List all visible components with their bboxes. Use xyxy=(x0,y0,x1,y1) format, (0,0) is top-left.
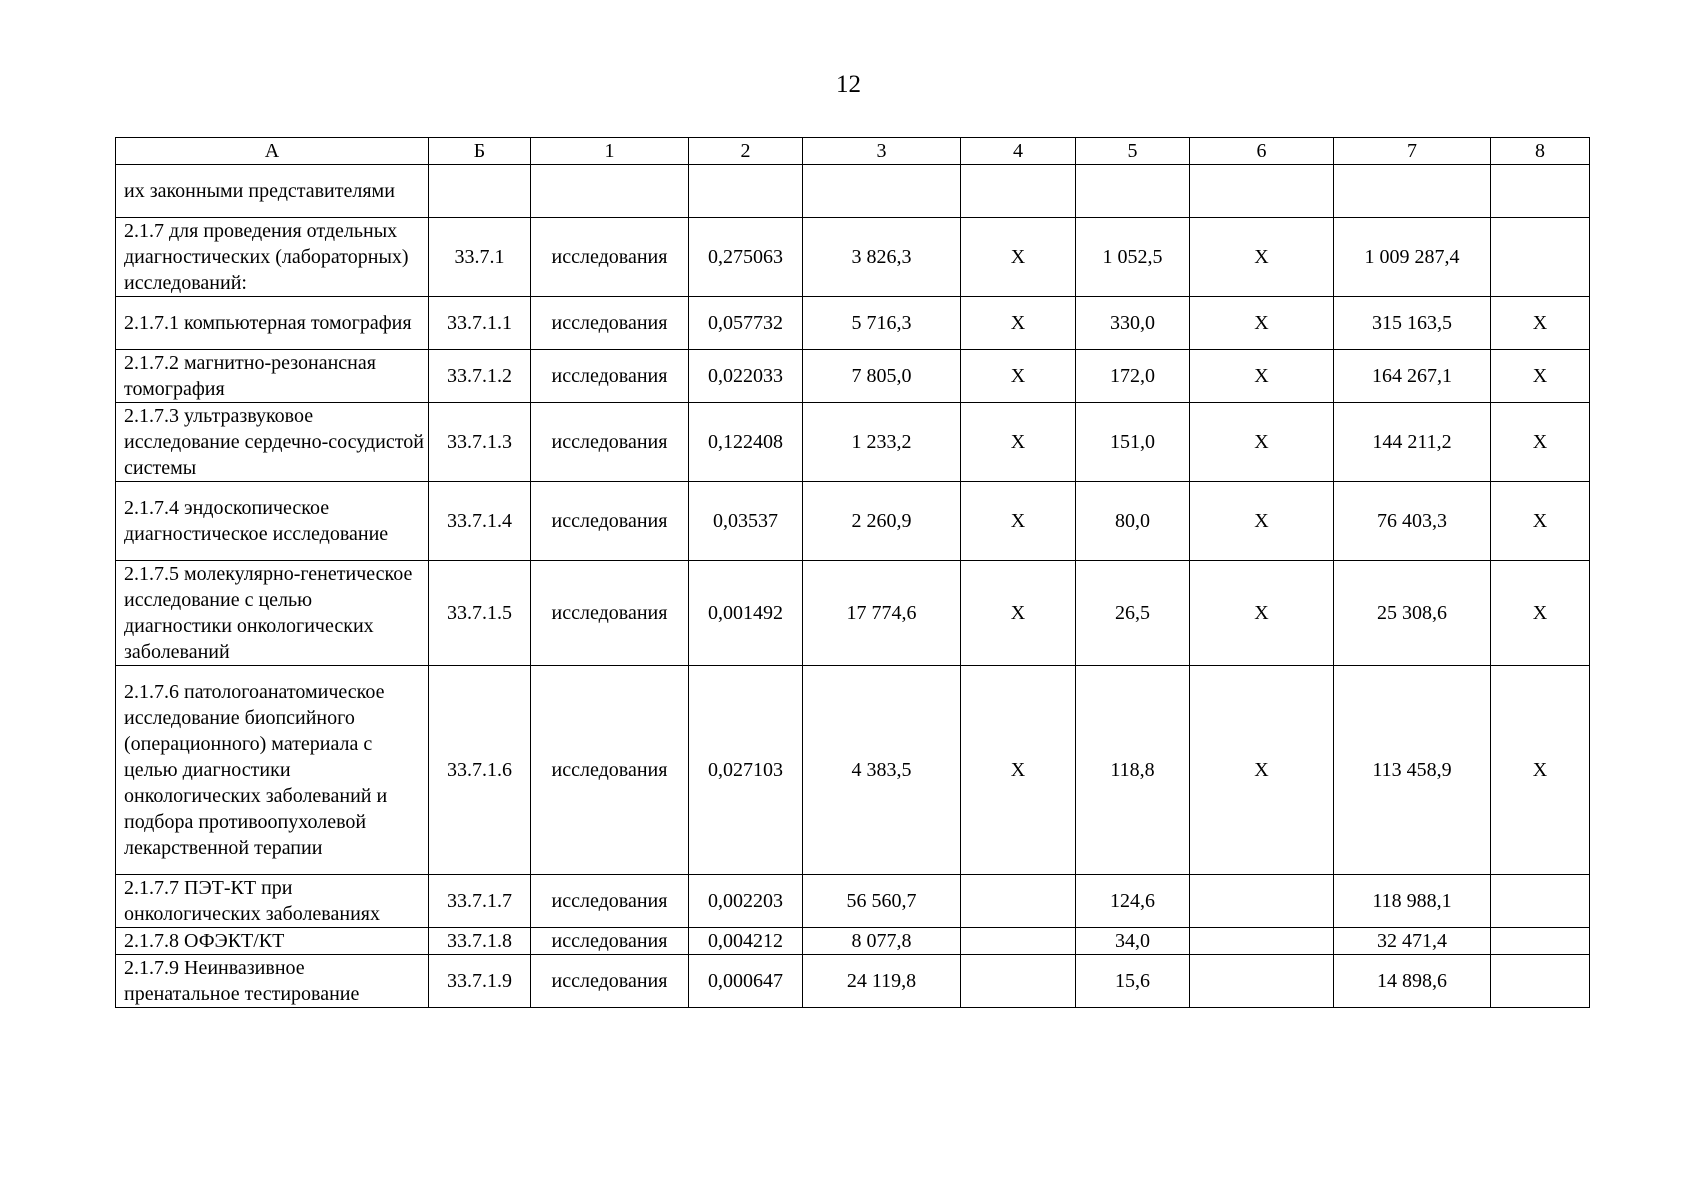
row-col-4: X xyxy=(961,482,1076,561)
row-code: 33.7.1.8 xyxy=(429,928,531,955)
row-unit: исследования xyxy=(531,928,689,955)
row-description: 2.1.7.5 молекулярно-генетическое исследование с целью диагностики онкологических заболеваний xyxy=(116,561,429,666)
row-col-4: X xyxy=(961,403,1076,482)
row-col-7: 118 988,1 xyxy=(1334,875,1491,928)
row-col-7: 315 163,5 xyxy=(1334,297,1491,350)
row-description: 2.1.7.8 ОФЭКТ/КТ xyxy=(116,928,429,955)
row-col-3: 8 077,8 xyxy=(803,928,961,955)
table-row xyxy=(116,297,1590,350)
row-col-7: 76 403,3 xyxy=(1334,482,1491,561)
row-col-4: X xyxy=(961,297,1076,350)
row-col-3: 7 805,0 xyxy=(803,350,961,403)
row-col-8 xyxy=(1491,218,1590,297)
row-unit: исследования xyxy=(531,955,689,1008)
row-col-8 xyxy=(1491,165,1590,218)
row-col-4: X xyxy=(961,666,1076,875)
table-row xyxy=(116,218,1590,297)
row-col-5 xyxy=(1076,165,1190,218)
header-cell-b: Б xyxy=(429,138,531,165)
row-description: 2.1.7 для проведения отдельных диагностических (лабораторных) исследований: xyxy=(116,218,429,297)
header-cell-4: 4 xyxy=(961,138,1076,165)
header-row xyxy=(116,138,1590,165)
row-col-2: 0,000647 xyxy=(689,955,803,1008)
row-col-7: 164 267,1 xyxy=(1334,350,1491,403)
row-code: 33.7.1.9 xyxy=(429,955,531,1008)
row-description: 2.1.7.6 патологоанатомическое исследование биопсийного (операционного) материала с целью диагностики онкологических заболеваний и подбора противоопухолевой лекарственной терапии xyxy=(116,666,429,875)
row-col-8: X xyxy=(1491,561,1590,666)
row-col-6 xyxy=(1190,875,1334,928)
row-col-5: 172,0 xyxy=(1076,350,1190,403)
row-col-4: X xyxy=(961,218,1076,297)
row-col-3: 24 119,8 xyxy=(803,955,961,1008)
row-col-4: X xyxy=(961,350,1076,403)
row-col-2: 0,027103 xyxy=(689,666,803,875)
row-unit: исследования xyxy=(531,666,689,875)
row-col-3: 4 383,5 xyxy=(803,666,961,875)
row-col-4 xyxy=(961,955,1076,1008)
row-col-6 xyxy=(1190,955,1334,1008)
table-row xyxy=(116,350,1590,403)
row-col-4 xyxy=(961,928,1076,955)
row-col-2: 0,004212 xyxy=(689,928,803,955)
row-col-6: X xyxy=(1190,403,1334,482)
row-col-7: 144 211,2 xyxy=(1334,403,1491,482)
row-col-4 xyxy=(961,875,1076,928)
header-cell-7: 7 xyxy=(1334,138,1491,165)
row-col-8: X xyxy=(1491,666,1590,875)
row-col-7 xyxy=(1334,165,1491,218)
row-col-4: X xyxy=(961,561,1076,666)
table-row xyxy=(116,165,1590,218)
row-description: 2.1.7.2 магнитно-резонансная томография xyxy=(116,350,429,403)
row-col-8 xyxy=(1491,928,1590,955)
header-cell-6: 6 xyxy=(1190,138,1334,165)
row-col-7: 14 898,6 xyxy=(1334,955,1491,1008)
row-code: 33.7.1.6 xyxy=(429,666,531,875)
row-unit: исследования xyxy=(531,561,689,666)
row-col-6: X xyxy=(1190,482,1334,561)
row-col-3: 1 233,2 xyxy=(803,403,961,482)
row-code: 33.7.1.5 xyxy=(429,561,531,666)
row-col-6: X xyxy=(1190,561,1334,666)
data-table xyxy=(115,137,1590,1008)
row-col-5: 34,0 xyxy=(1076,928,1190,955)
row-description: 2.1.7.4 эндоскопическое диагностическое исследование xyxy=(116,482,429,561)
row-col-4 xyxy=(961,165,1076,218)
row-col-5: 151,0 xyxy=(1076,403,1190,482)
table-row xyxy=(116,403,1590,482)
row-col-2: 0,002203 xyxy=(689,875,803,928)
header-cell-3: 3 xyxy=(803,138,961,165)
row-code: 33.7.1.2 xyxy=(429,350,531,403)
row-code: 33.7.1.7 xyxy=(429,875,531,928)
row-col-3: 17 774,6 xyxy=(803,561,961,666)
row-description: их законными представителями xyxy=(116,165,429,218)
row-col-8: X xyxy=(1491,403,1590,482)
row-col-7: 25 308,6 xyxy=(1334,561,1491,666)
row-code xyxy=(429,165,531,218)
row-col-3: 3 826,3 xyxy=(803,218,961,297)
row-col-5: 330,0 xyxy=(1076,297,1190,350)
row-col-2: 0,275063 xyxy=(689,218,803,297)
row-col-8: X xyxy=(1491,350,1590,403)
table-body xyxy=(116,165,1590,1008)
row-col-3 xyxy=(803,165,961,218)
row-code: 33.7.1 xyxy=(429,218,531,297)
row-col-5: 124,6 xyxy=(1076,875,1190,928)
table-row xyxy=(116,482,1590,561)
row-code: 33.7.1.4 xyxy=(429,482,531,561)
row-col-2: 0,122408 xyxy=(689,403,803,482)
row-description: 2.1.7.1 компьютерная томография xyxy=(116,297,429,350)
row-col-2: 0,022033 xyxy=(689,350,803,403)
row-col-5: 15,6 xyxy=(1076,955,1190,1008)
row-unit: исследования xyxy=(531,297,689,350)
row-col-7: 1 009 287,4 xyxy=(1334,218,1491,297)
row-col-3: 5 716,3 xyxy=(803,297,961,350)
row-code: 33.7.1.3 xyxy=(429,403,531,482)
row-col-8: X xyxy=(1491,297,1590,350)
table-row xyxy=(116,928,1590,955)
table-row xyxy=(116,666,1590,875)
row-col-3: 56 560,7 xyxy=(803,875,961,928)
row-col-3: 2 260,9 xyxy=(803,482,961,561)
header-cell-a: А xyxy=(116,138,429,165)
row-description: 2.1.7.7 ПЭТ-КТ при онкологических заболеваниях xyxy=(116,875,429,928)
header-cell-8: 8 xyxy=(1491,138,1590,165)
page-number: 12 xyxy=(836,71,861,98)
header-cell-1: 1 xyxy=(531,138,689,165)
row-col-8 xyxy=(1491,955,1590,1008)
row-unit: исследования xyxy=(531,218,689,297)
row-col-5: 26,5 xyxy=(1076,561,1190,666)
header-cell-2: 2 xyxy=(689,138,803,165)
row-col-2: 0,03537 xyxy=(689,482,803,561)
row-col-2: 0,057732 xyxy=(689,297,803,350)
row-unit: исследования xyxy=(531,403,689,482)
table-row xyxy=(116,875,1590,928)
row-description: 2.1.7.9 Неинвазивное пренатальное тестирование xyxy=(116,955,429,1008)
table-row xyxy=(116,955,1590,1008)
row-col-2 xyxy=(689,165,803,218)
row-col-5: 80,0 xyxy=(1076,482,1190,561)
row-col-6: X xyxy=(1190,350,1334,403)
row-unit xyxy=(531,165,689,218)
row-col-6: X xyxy=(1190,666,1334,875)
header-cell-5: 5 xyxy=(1076,138,1190,165)
row-col-6: X xyxy=(1190,218,1334,297)
row-unit: исследования xyxy=(531,482,689,561)
row-col-5: 118,8 xyxy=(1076,666,1190,875)
row-col-6 xyxy=(1190,165,1334,218)
table-row xyxy=(116,561,1590,666)
row-col-6 xyxy=(1190,928,1334,955)
row-col-7: 113 458,9 xyxy=(1334,666,1491,875)
row-unit: исследования xyxy=(531,875,689,928)
row-col-5: 1 052,5 xyxy=(1076,218,1190,297)
row-col-8 xyxy=(1491,875,1590,928)
row-code: 33.7.1.1 xyxy=(429,297,531,350)
row-col-6: X xyxy=(1190,297,1334,350)
row-description: 2.1.7.3 ультразвуковое исследование сердечно-сосудистой системы xyxy=(116,403,429,482)
row-unit: исследования xyxy=(531,350,689,403)
row-col-7: 32 471,4 xyxy=(1334,928,1491,955)
row-col-2: 0,001492 xyxy=(689,561,803,666)
row-col-8: X xyxy=(1491,482,1590,561)
